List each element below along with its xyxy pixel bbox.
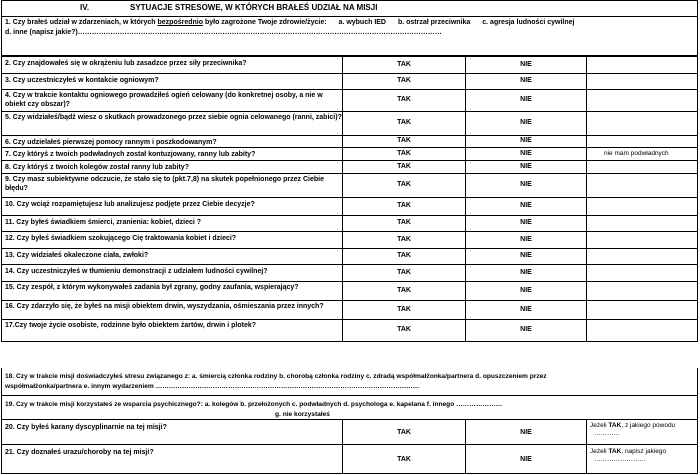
question-row [1,301,698,320]
q20-note-suffix: , z jakiego powodu [621,422,676,429]
answer-yes[interactable]: TAK [397,235,411,243]
question-20-row [1,420,698,445]
question-text: 12. Czy byłeś świadkiem szokującego Cię traktowania kobiet i dzieci? [5,235,237,242]
q20-note-dots: ………… [594,430,620,437]
row-note: nie mam podwładnych [604,150,669,157]
q1-option-c: c. agresja ludności cywilnej [482,19,575,26]
q19-line1: 19. Czy w trakcie misji korzystałeś ze wsparcia psychicznego?: a. kolegów b. przełożonych c. podwładnych d. psychologa e. kapelana f. innego ………………… [5,401,503,408]
answer-no[interactable]: NIE [520,286,532,294]
question-text: 16. Czy zdarzyło się, że byłeś na misji obiektem drwin, wyszydzania, ośmieszania przez innych? [5,303,324,310]
q21-note-dots: …………………… [594,456,646,463]
q20-yes[interactable]: TAK [397,429,411,436]
question-text: 17.Czy twoje życie osobiste, rodzinne było obiektem żartów, drwin i plotek? [5,322,257,329]
q20-note-prefix: Jeżeli [590,422,609,429]
q21-note-prefix: Jeżeli [590,448,609,455]
answer-no[interactable]: NIE [520,137,532,144]
section-header [1,0,698,16]
question-row [1,161,698,174]
question-19 [1,396,698,420]
q21-no[interactable]: NIE [520,456,532,463]
question-row [1,74,698,90]
question-row [1,265,698,282]
q1-prefix: 1. Czy brałeś udział w zdarzeniach, w których [5,19,158,26]
answer-yes[interactable]: TAK [397,305,411,313]
q21-note-bold: TAK [608,448,622,455]
answer-no[interactable]: NIE [520,77,532,84]
question-text: 6. Czy udzielałeś pierwszej pomocy rannym i poszkodowanym? [5,139,217,146]
question-row [1,90,698,112]
question-18 [1,368,698,396]
question-row [1,198,698,216]
answer-yes[interactable]: TAK [397,119,411,126]
answer-no[interactable]: NIE [520,119,532,126]
question-text: 5. Czy widziałeś/bądź wiesz o skutkach prowadzonego przez siebie ognia celowanego (ranni, zabici)? [5,114,342,121]
questionnaire-section [1,0,698,474]
answer-yes[interactable]: TAK [397,162,411,170]
answer-yes[interactable]: TAK [397,149,411,157]
question-text: 3. Czy uczestniczyłeś w kontakcie ogniowym? [5,77,159,84]
question-text: 13. Czy widziałeś okaleczone ciała, zwłoki? [5,252,149,259]
section-title: SYTUACJE STRESOWE, W KTÓRYCH BRAŁEŚ UDZIAŁ NA MISJI [130,3,378,12]
q18-line1: 18. Czy w trakcie misji doświadczyłeś stresu związanego z: a. śmiercią członka rodziny b. chorobą członka rodziny c. zdradą współmałżonka/partnera d. opuszczeniem przez [5,373,547,380]
answer-no[interactable]: NIE [520,235,532,243]
question-row [1,174,698,198]
q21-text: 21. Czy doznałeś urazu/choroby na tej misji? [5,449,154,456]
q1-option-b: b. ostrzał przeciwnika [397,19,471,26]
questions-table [1,56,698,368]
answer-no[interactable]: NIE [520,305,532,313]
q20-note-bold: TAK [608,422,622,429]
answer-yes[interactable]: TAK [397,202,411,209]
question-1 [1,16,698,56]
question-row [1,232,698,249]
question-text: 15. Czy zespół, z którym wykonywałeś zadania był zgrany, godny zaufania, wspierający? [5,284,299,291]
answer-no[interactable]: NIE [520,61,532,68]
question-text: 4. Czy w trakcie kontaktu ogniowego prowadziłeś ogień celowany (do konkretnej osoby, a nie w obiekt czy obszar)? [5,92,323,108]
q20-note [588,422,700,438]
answer-no[interactable]: NIE [520,252,532,259]
answer-no[interactable]: NIE [520,162,532,170]
answer-no[interactable]: NIE [520,326,532,333]
question-row [1,249,698,265]
answer-no[interactable]: NIE [520,181,532,188]
answer-yes[interactable]: TAK [397,77,411,84]
answer-yes[interactable]: TAK [397,268,411,276]
question-text: 2. Czy znajdowałeś się w okrążeniu lub zasadzce przez siły przeciwnika? [5,60,247,67]
question-row [1,112,698,136]
q1-line2: d. inne (napisz jakie?)………………………………………………………………………………………………………………………………………… [5,28,442,36]
answer-no[interactable]: NIE [520,219,532,226]
question-text: 10. Czy wciąż rozpamiętujesz lub analizujesz podjęte przez Ciebie decyzje? [5,201,255,208]
q1-option-a: a. wybuch IED [338,19,386,26]
question-row [1,320,698,342]
answer-yes[interactable]: TAK [397,181,411,188]
q19-line2: g. nie korzystałeś [275,410,330,418]
section-number: IV. [80,3,90,12]
q1-suffix: było zagrożone Twoje zdrowie/życie: [203,19,327,26]
answer-no[interactable]: NIE [520,268,532,276]
answer-yes[interactable]: TAK [397,61,411,68]
question-text: 7. Czy któryś z twoich podwładnych został kontuzjowany, ranny lub zabity? [5,151,256,158]
answer-yes[interactable]: TAK [397,286,411,294]
answer-yes[interactable]: TAK [397,326,411,333]
question-row [1,282,698,301]
answer-yes[interactable]: TAK [397,252,411,259]
q1-underlined: bezpośrednio [157,19,204,26]
question-row [1,148,698,161]
answer-yes[interactable]: TAK [397,96,411,103]
question-text: 11. Czy byłeś świadkiem śmierci, zranienia: kobiet, dzieci ? [5,219,202,226]
question-text: 8. Czy któryś z twoich kolegów został ranny lub zabity? [5,164,189,171]
question-row [1,56,698,74]
q20-no[interactable]: NIE [520,429,532,436]
answer-no[interactable]: NIE [520,149,532,157]
question-text: 14. Czy uczestniczyłeś w tłumieniu demonstracji z udziałem ludności cywilnej? [5,268,268,275]
answer-no[interactable]: NIE [520,202,532,209]
answer-no[interactable]: NIE [520,96,532,103]
q20-text: 20. Czy byłeś karany dyscyplinarnie na tej misji? [5,424,167,431]
question-row [1,136,698,148]
q18-line2: współmałżonka/partnera e. innym wydarzeniem ………………………………………………………………………………………………………… [5,382,420,390]
question-21-row [1,445,698,474]
question-row [1,216,698,232]
q21-yes[interactable]: TAK [397,456,411,463]
question-text: 9. Czy masz subiektywne odczucie, że stało się to (pkt.7,8) na skutek popełnionego przez Ciebie błędu? [5,176,324,192]
answer-yes[interactable]: TAK [397,137,411,144]
q21-note [588,448,700,464]
q21-note-suffix: , napisz jakiego [621,448,667,455]
answer-yes[interactable]: TAK [397,219,411,226]
